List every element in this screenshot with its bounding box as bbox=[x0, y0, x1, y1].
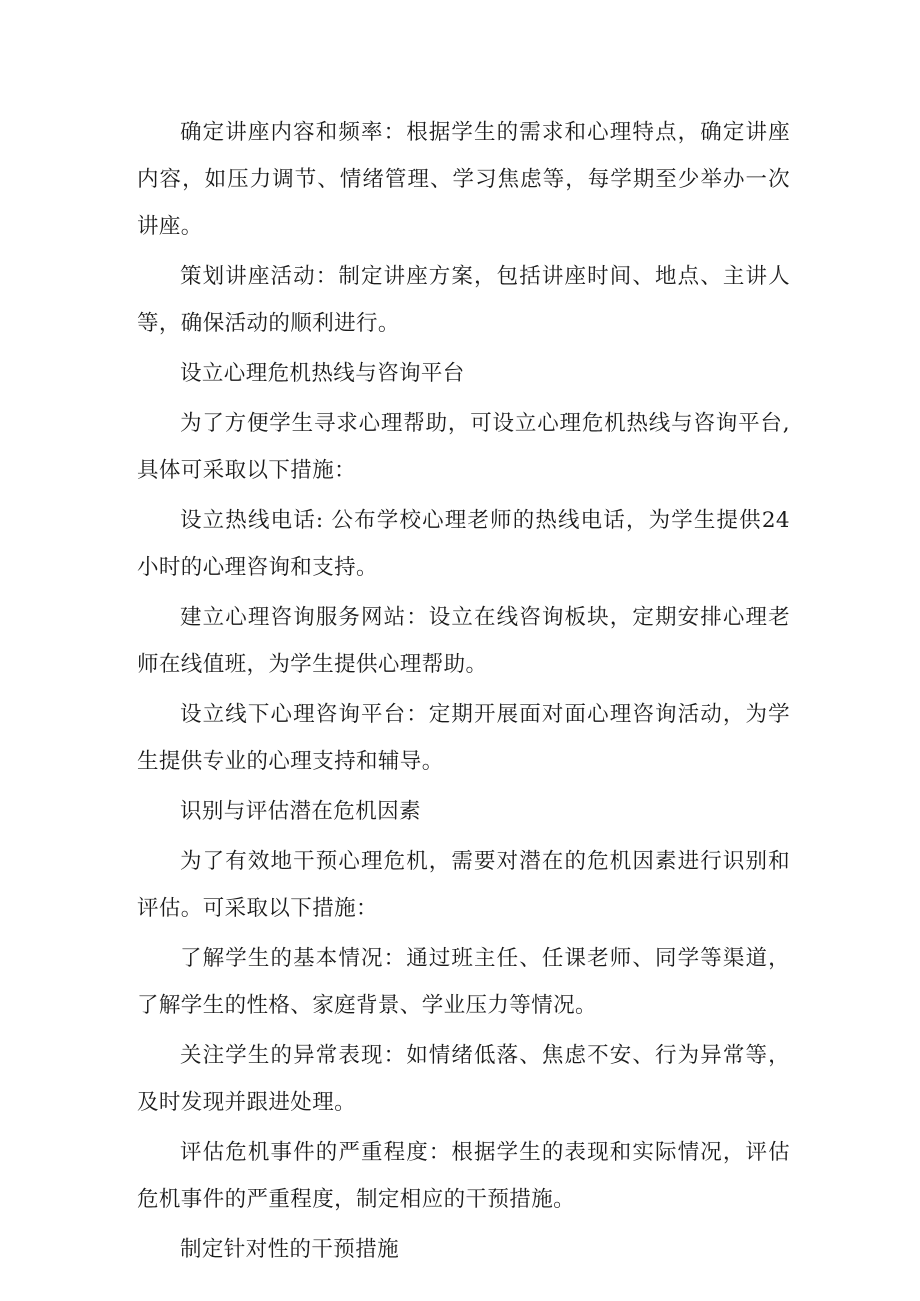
paragraph-severity-assessment: 评估危机事件的严重程度：根据学生的表现和实际情况，评估危机事件的严重程度，制定相应的干预措施。 bbox=[137, 1140, 790, 1212]
paragraph-hotline-intro: 为了方便学生寻求心理帮助，可设立心理危机热线与咨询平台,具体可采取以下措施： bbox=[137, 411, 790, 483]
section-heading-hotline: 设立心理危机热线与咨询平台 bbox=[180, 361, 465, 386]
paragraph-lecture-planning: 策划讲座活动：制定讲座方案，包括讲座时间、地点、主讲人等，确保活动的顺利进行。 bbox=[137, 264, 790, 336]
paragraph-offline-platform: 设立线下心理咨询平台：定期开展面对面心理咨询活动，为学生提供专业的心理支持和辅导。 bbox=[137, 702, 790, 774]
paragraph-counseling-website: 建立心理咨询服务网站：设立在线咨询板块，定期安排心理老师在线值班，为学生提供心理帮助。 bbox=[137, 605, 790, 677]
paragraph-lecture-content: 确定讲座内容和频率：根据学生的需求和心理特点，确定讲座内容，如压力调节、情绪管理、学习焦虑等，每学期至少举办一次讲座。 bbox=[137, 120, 790, 239]
paragraph-risk-intro: 为了有效地干预心理危机，需要对潜在的危机因素进行识别和评估。可采取以下措施： bbox=[137, 849, 790, 921]
paragraph-abnormal-behavior: 关注学生的异常表现：如情绪低落、焦虑不安、行为异常等，及时发现并跟进处理。 bbox=[137, 1043, 790, 1115]
paragraph-hotline-phone: 设立热线电话: 公布学校心理老师的热线电话，为学生提供24小时的心理咨询和支持。 bbox=[137, 508, 790, 580]
section-heading-risk-assessment: 识别与评估潜在危机因素 bbox=[180, 799, 421, 824]
section-heading-intervention: 制定针对性的干预措施 bbox=[180, 1237, 400, 1262]
paragraph-student-background: 了解学生的基本情况：通过班主任、任课老师、同学等渠道，了解学生的性格、家庭背景、学业压力等情况。 bbox=[137, 946, 790, 1018]
